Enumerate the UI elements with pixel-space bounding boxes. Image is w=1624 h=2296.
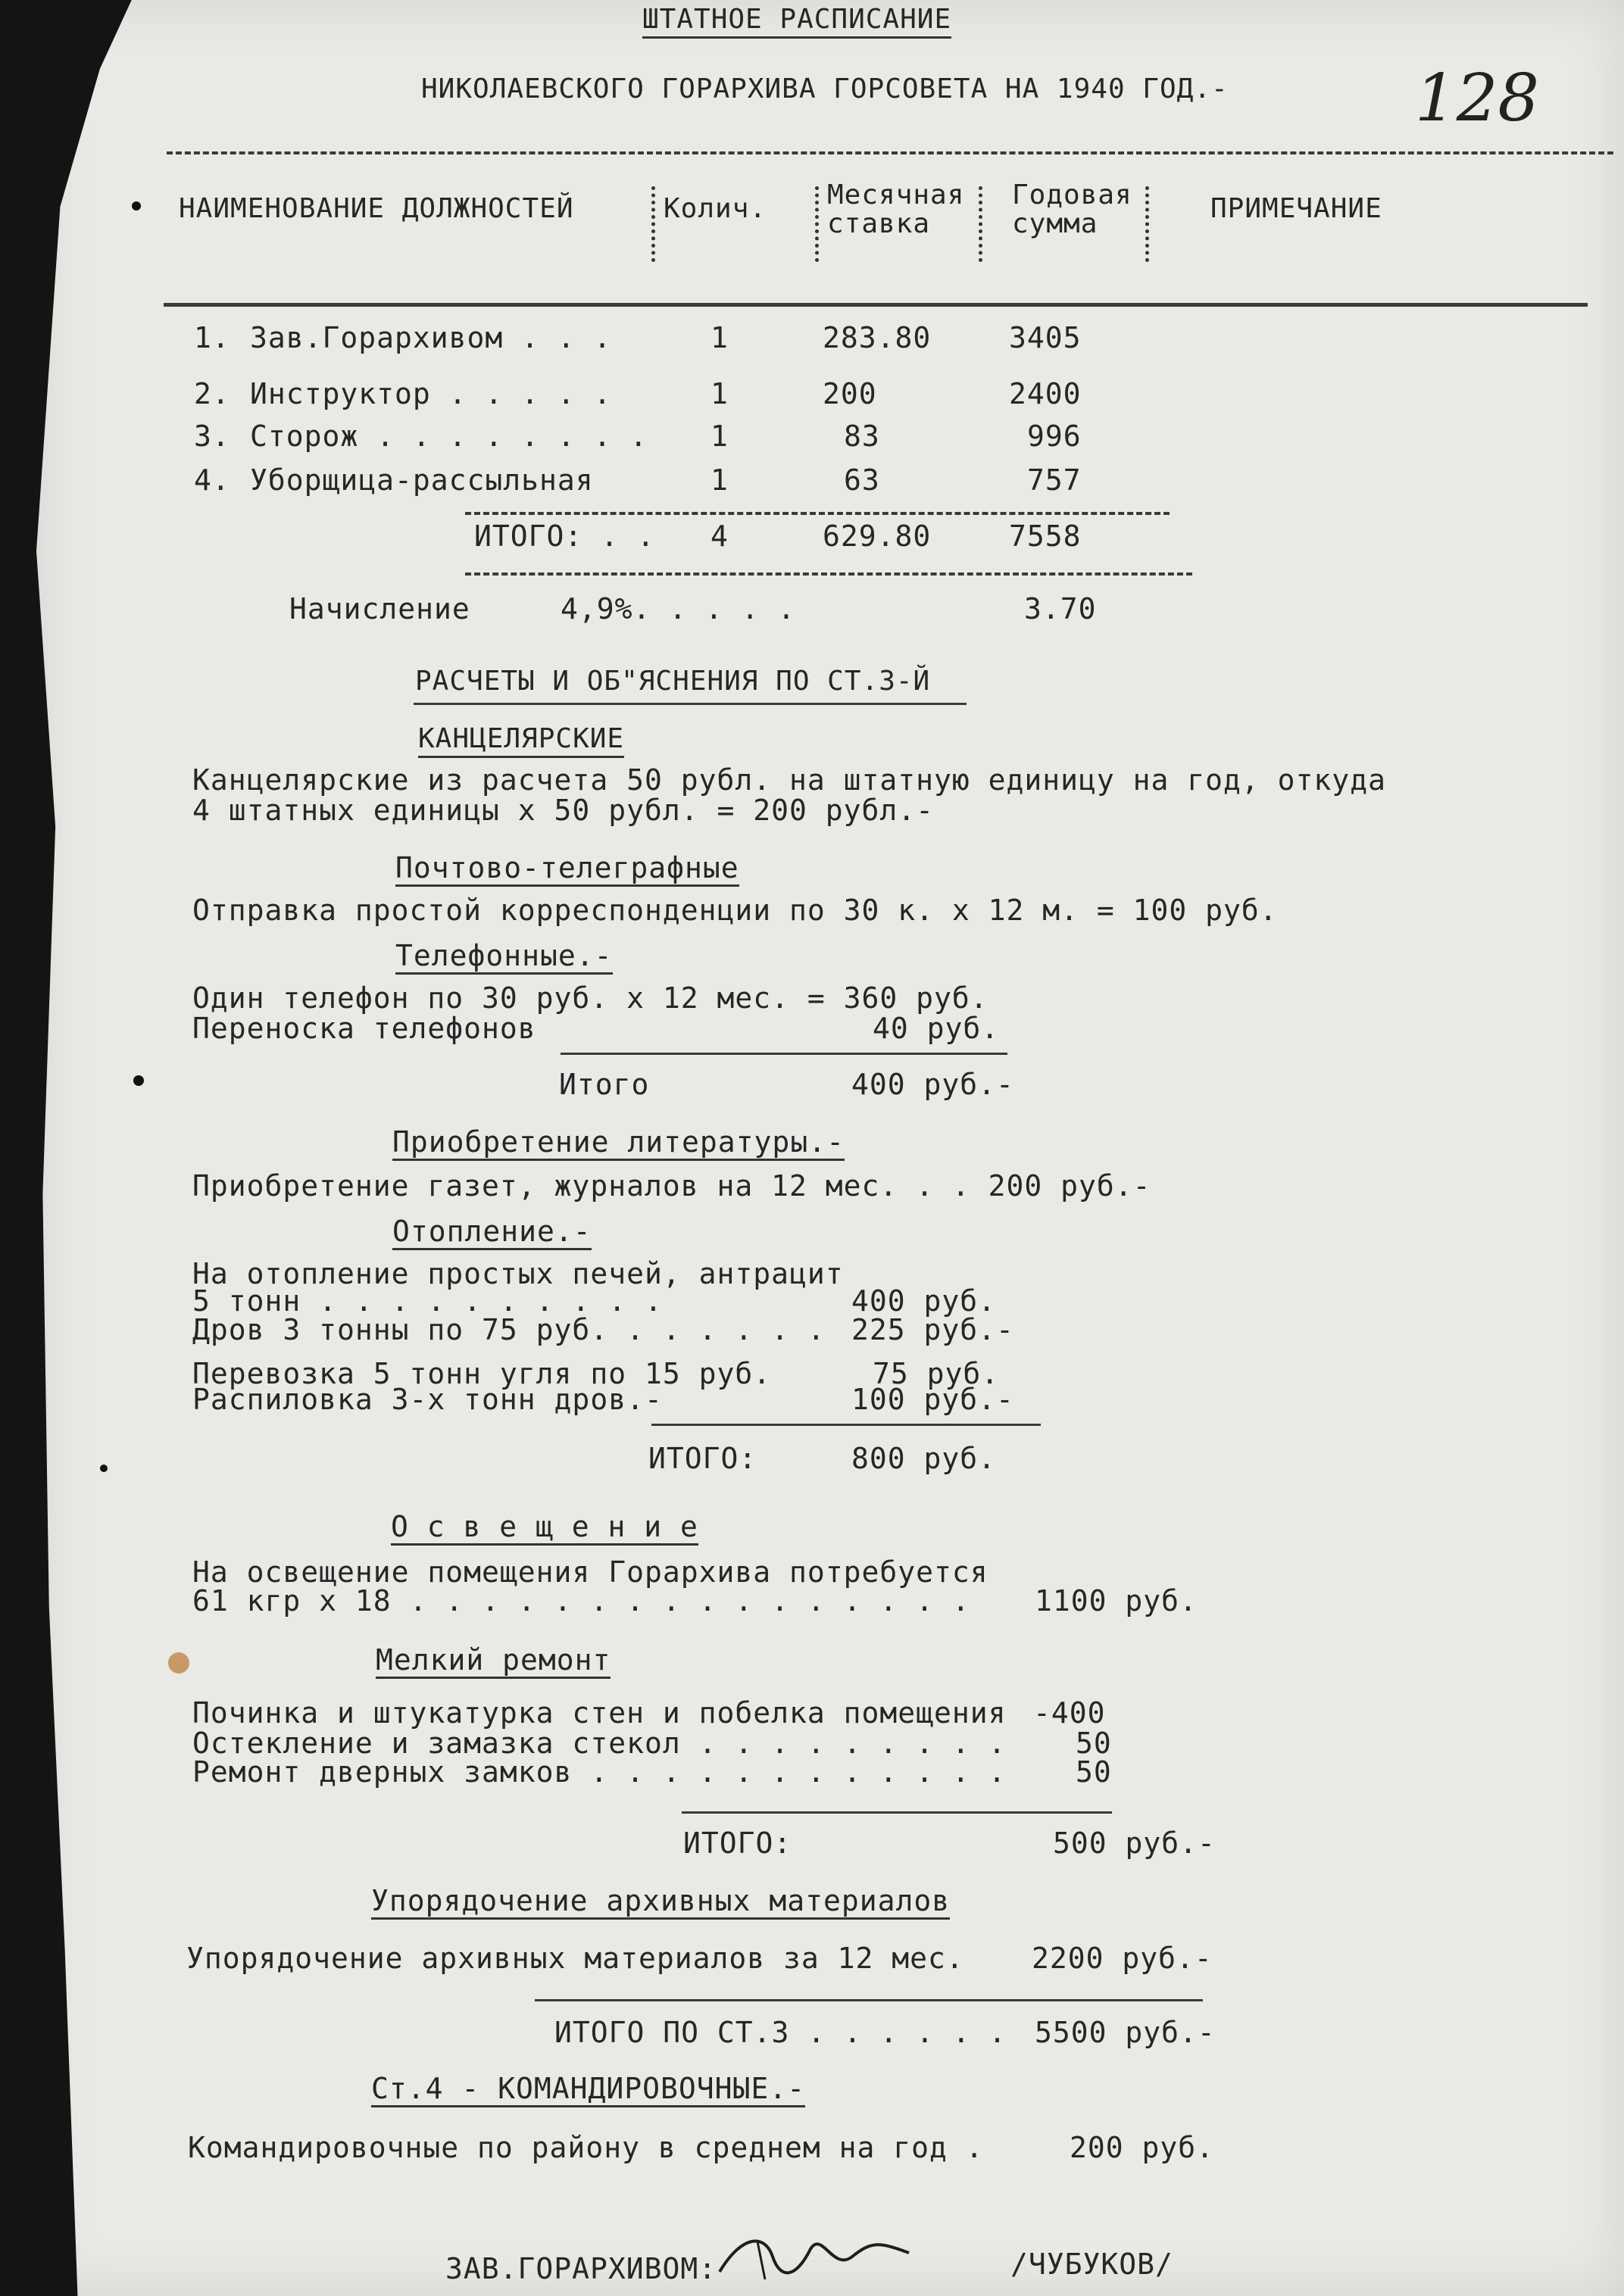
- row-count: 1: [710, 420, 729, 453]
- document-title: ШТАТНОЕ РАСПИСАНИЕ: [642, 3, 951, 39]
- archive-line-1-value: 2200 руб.-: [1032, 1942, 1213, 1975]
- document-subtitle: НИКОЛАЕВСКОГО ГОРАРХИВА ГОРСОВЕТА НА 1940 ГОД.-: [421, 73, 1229, 105]
- table-header-rule: [164, 303, 1588, 307]
- total-count: 4: [710, 519, 729, 553]
- total-st3-label: ИТОГО ПО СТ.3 . . . . . .: [554, 2016, 1007, 2049]
- lighting-line-2-label: 61 кгр х 18 . . . . . . . . . . . . . . . .: [192, 1584, 970, 1617]
- heating-line-5-value: 100 руб.-: [851, 1383, 1014, 1416]
- row-annual: 996: [1027, 420, 1082, 453]
- col-header-note: ПРИМЕЧАНИЕ: [1210, 193, 1382, 224]
- repair-line-2-label: Остекление и замазка стекол . . . . . . . . .: [192, 1727, 1007, 1760]
- table-top-rule: [167, 151, 1613, 154]
- repair-line-2-value: 50: [1076, 1727, 1112, 1760]
- heating-line-3-label: Дров 3 тонны по 75 руб. . . . . . .: [192, 1313, 826, 1346]
- row-number: 2.: [194, 377, 230, 410]
- row-count: 1: [710, 463, 729, 497]
- row-monthly: 63: [844, 463, 880, 497]
- repair-line-3-value: 50: [1076, 1755, 1112, 1789]
- phone-line-2-value: 40 руб.: [873, 1012, 1000, 1045]
- literature-heading: Приобретение литературы.-: [392, 1125, 845, 1161]
- row-number: 3.: [194, 420, 230, 453]
- st4-line-1-label: Командировочные по району в среднем на год .: [188, 2131, 984, 2164]
- row-number: 1.: [194, 321, 230, 354]
- heating-line-3-value: 225 руб.-: [851, 1313, 1014, 1346]
- col-header-annual-1: Годовая: [1012, 179, 1132, 211]
- calc-title: РАСЧЕТЫ И ОБ"ЯСНЕНИЯ ПО СТ.3-Й: [415, 666, 931, 697]
- st4-line-1-value: 200 руб.: [1070, 2131, 1215, 2164]
- total-st3-value: 5500 руб.-: [1035, 2016, 1216, 2049]
- col-header-monthly-1: Месячная: [827, 179, 965, 211]
- page-number: 128: [1415, 61, 1540, 136]
- heating-line-4-label: Перевозка 5 тонн угля по 15 руб.: [192, 1357, 772, 1390]
- repair-line-3-label: Ремонт дверных замков . . . . . . . . . . . .: [192, 1755, 1007, 1789]
- heating-line-2-value: 400 руб.: [851, 1284, 997, 1318]
- punch-hole-mark: [133, 1075, 144, 1086]
- row-number: 4.: [194, 463, 230, 497]
- heating-total-value: 800 руб.: [851, 1442, 997, 1475]
- punch-hole-mark: [100, 1465, 108, 1472]
- col-separator: [1145, 186, 1149, 262]
- row-annual: 757: [1027, 463, 1082, 497]
- heating-total-rule: [651, 1424, 1041, 1426]
- signature-label: ЗАВ.ГОРАРХИВОМ:: [445, 2252, 717, 2285]
- repair-total-label: ИТОГО:: [683, 1827, 792, 1860]
- literature-line-1: Приобретение газет, журналов на 12 мес. . . 200 руб.-: [192, 1169, 1151, 1203]
- col-separator: [651, 186, 655, 262]
- row-name: Сторож . . . . . . . .: [250, 420, 648, 453]
- phone-total-rule: [561, 1053, 1007, 1055]
- heating-total-label: ИТОГО:: [648, 1442, 757, 1475]
- heating-line-2-label: 5 тонн . . . . . . . . . .: [192, 1284, 663, 1318]
- row-monthly: 83: [844, 420, 880, 453]
- col-header-name: НАИМЕНОВАНИЕ ДОЛЖНОСТЕЙ: [179, 193, 574, 224]
- row-annual: 3405: [1009, 321, 1082, 354]
- accrual-label: Начисление: [289, 592, 470, 625]
- office-heading: КАНЦЕЛЯРСКИЕ: [418, 722, 624, 758]
- table-total-bottom-rule: [465, 572, 1192, 576]
- total-label: ИТОГО: . .: [474, 519, 655, 553]
- phone-line-2-label: Переноска телефонов: [192, 1012, 536, 1045]
- table-total-rule: [465, 512, 1170, 515]
- col-header-count: Колич.: [664, 193, 767, 224]
- stain-mark: [168, 1652, 189, 1674]
- row-count: 1: [710, 321, 729, 354]
- lighting-line-2-value: 1100 руб.: [1035, 1584, 1198, 1617]
- repair-heading: Мелкий ремонт: [376, 1643, 611, 1679]
- postal-heading: Почтово-телеграфные: [395, 851, 739, 887]
- repair-total-rule: [682, 1811, 1112, 1814]
- accrual-value: 3.70: [1024, 592, 1097, 625]
- office-line-1: Канцелярские из расчета 50 рубл. на штатную единицу на год, откуда: [192, 763, 1386, 797]
- repair-line-1-value: -400: [1033, 1696, 1106, 1730]
- repair-total-value: 500 руб.-: [1053, 1827, 1216, 1860]
- archive-total-rule: [535, 1999, 1203, 2001]
- archive-line-1-label: Упорядочение архивных материалов за 12 мес.: [186, 1942, 964, 1975]
- accrual-rate: 4,9%. . . . .: [561, 592, 796, 625]
- heating-line-5-label: Распиловка 3-х тонн дров.-: [192, 1383, 663, 1416]
- phone-line-1: Один телефон по 30 руб. х 12 мес. = 360 руб.: [192, 981, 988, 1015]
- lighting-heading: О с в е щ е н и е: [391, 1510, 698, 1546]
- row-name: Зав.Горархивом . . .: [250, 321, 612, 354]
- calc-title-rule: [414, 703, 967, 705]
- phone-total-label: Итого: [559, 1068, 650, 1101]
- signature-name: /ЧУБУКОВ/: [1010, 2248, 1173, 2281]
- punch-hole-mark: [132, 201, 141, 211]
- total-annual: 7558: [1009, 519, 1082, 553]
- repair-line-1-label: Починка и штукатурка стен и побелка помещения: [192, 1696, 1007, 1730]
- row-name: Уборщица-рассыльная: [250, 463, 594, 497]
- st4-heading: Ст.4 - КОМАНДИРОВОЧНЫЕ.-: [371, 2072, 805, 2107]
- col-header-annual-2: сумма: [1012, 208, 1098, 239]
- heating-heading: Отопление.-: [392, 1215, 592, 1250]
- col-header-monthly-2: ставка: [827, 208, 931, 239]
- phone-heading: Телефонные.-: [395, 939, 613, 975]
- heating-line-1: На отопление простых печей, антрацит: [192, 1257, 844, 1290]
- lighting-line-1: На освещение помещения Горархива потребуется: [192, 1555, 988, 1589]
- col-separator: [979, 186, 982, 262]
- row-name: Инструктор . . . . .: [250, 377, 612, 410]
- total-monthly: 629.80: [823, 519, 932, 553]
- archive-heading: Упорядочение архивных материалов: [371, 1884, 950, 1920]
- office-line-2: 4 штатных единицы х 50 рубл. = 200 рубл.-: [192, 794, 934, 827]
- row-count: 1: [710, 377, 729, 410]
- heating-line-4-value: 75 руб.: [873, 1357, 1000, 1390]
- row-monthly: 200: [823, 377, 877, 410]
- col-separator: [815, 186, 819, 262]
- row-annual: 2400: [1009, 377, 1082, 410]
- postal-line-1: Отправка простой корреспонденции по 30 к. х 12 м. = 100 руб.: [192, 894, 1278, 927]
- row-monthly: 283.80: [823, 321, 932, 354]
- handwritten-signature: [712, 2226, 917, 2287]
- phone-total-value: 400 руб.-: [851, 1068, 1014, 1101]
